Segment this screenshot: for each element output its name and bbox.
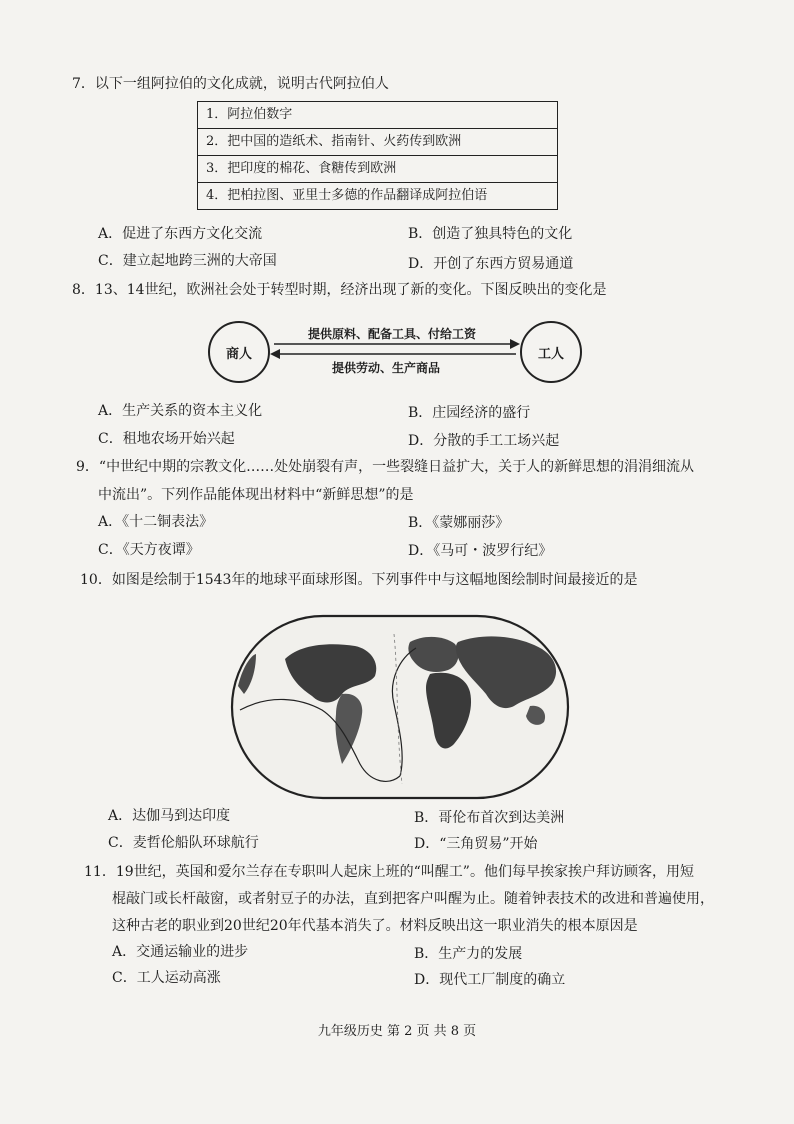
arrow-top-label: 提供原料、配备工具、付给工资 (308, 327, 477, 341)
q7-table (197, 101, 558, 210)
worker-circle (520, 321, 582, 383)
q7-table-row: 4．把柏拉图、亚里士多德的作品翻译成阿拉伯语 (198, 183, 558, 210)
q11-option-a: A．交通运输业的进步 (112, 944, 249, 960)
q7-option-c: C．建立起地跨三洲的大帝国 (98, 253, 277, 269)
q9-stem-line-1: 9．“中世纪中期的宗教文化……处处崩裂有声，一些裂缝日益扩大，关于人的新鲜思想的涓涓细流从 (76, 459, 695, 475)
worker-label: 工人 (537, 346, 564, 362)
q10-stem: 10．如图是绘制于1543年的地球平面球形图。下列事件中与这幅地图绘制时间最接近的是 (80, 572, 638, 588)
q10-option-b: B．哥伦布首次到达美洲 (414, 810, 565, 826)
q11-option-c: C．工人运动高涨 (112, 970, 221, 986)
q9-option-b: B．《蒙娜丽莎》 (408, 515, 510, 531)
q10-option-a: A．达伽马到达印度 (108, 808, 231, 824)
q7-table-row: 2．把中国的造纸术、指南针、火药传到欧洲 (198, 129, 558, 156)
merchant-label: 商人 (225, 346, 252, 362)
q11-option-b: B．生产力的发展 (414, 946, 523, 962)
q9-option-d: D．《马可・波罗行纪》 (408, 543, 553, 559)
arrow-top-head (510, 339, 520, 349)
q8-option-d: D．分散的手工工场兴起 (408, 433, 560, 449)
q11-stem-line-3: 这种古老的职业到20世纪20年代基本消失了。材料反映出这一职业消失的根本原因是 (112, 918, 638, 934)
q7-stem: 7．以下一组阿拉伯的文化成就，说明古代阿拉伯人 (72, 76, 389, 92)
q11-option-d: D．现代工厂制度的确立 (414, 972, 566, 988)
arrow-bottom-head (270, 349, 280, 359)
arrow-bottom-label: 提供劳动、生产商品 (332, 361, 441, 375)
q8-option-a: A．生产关系的资本主义化 (98, 403, 263, 419)
q10-option-d: D．“三角贸易”开始 (414, 836, 538, 852)
q9-stem-line-2: 中流出”。下列作品能体现出材料中“新鲜思想”的是 (98, 487, 414, 503)
world-map-1543 (230, 614, 570, 800)
q7-option-d: D．开创了东西方贸易通道 (408, 256, 574, 272)
q9-option-c: C．《天方夜谭》 (98, 542, 200, 558)
q11-stem-line-1: 11．19世纪，英国和爱尔兰存在专职叫人起床上班的“叫醒工”。他们每早挨家挨户拜访顾客，用短 (84, 864, 694, 880)
page-footer: 九年级历史 第 2 页 共 8 页 (317, 1024, 477, 1039)
q9-option-a: A．《十二铜表法》 (98, 514, 214, 530)
q7-option-a: A．促进了东西方文化交流 (98, 226, 263, 242)
q10-option-c: C．麦哲伦船队环球航行 (108, 835, 259, 851)
q8-option-c: C．租地农场开始兴起 (98, 431, 235, 447)
q7-table-row: 1．阿拉伯数字 (198, 102, 558, 129)
q8-option-b: B．庄园经济的盛行 (408, 405, 531, 421)
merchant-circle (208, 321, 270, 383)
q7-option-b: B．创造了独具特色的文化 (408, 226, 573, 242)
q8-stem: 8．13、14世纪，欧洲社会处于转型时期，经济出现了新的变化。下图反映出的变化是 (72, 282, 607, 298)
q7-table-row: 3．把印度的棉花、食糖传到欧洲 (198, 156, 558, 183)
q11-stem-line-2: 棍敲门或长杆敲窗，或者射豆子的办法，直到把客户叫醒为止。随着钟表技术的改进和普遍使用， (112, 891, 714, 907)
